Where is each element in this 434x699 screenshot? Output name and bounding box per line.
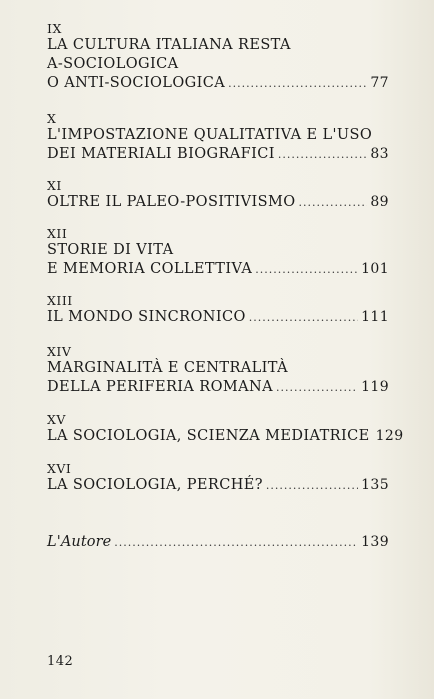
toc-entry-xiv <box>47 345 389 397</box>
chapter-title-leader-line <box>47 378 389 397</box>
page-number: 89 <box>370 194 389 210</box>
chapter-numeral: IX <box>47 21 62 36</box>
author-label: L'Autore <box>47 534 112 550</box>
chapter-title-line: MARGINALITÀ E CENTRALITÀ <box>47 360 288 376</box>
page-number: 139 <box>361 534 389 550</box>
chapter-numeral: XV <box>47 412 66 427</box>
dot-leader <box>255 260 358 279</box>
chapter-numeral: XIV <box>47 344 72 359</box>
chapter-title-leader-line <box>47 260 389 279</box>
chapter-title-leader-line <box>47 74 389 93</box>
page-number: 83 <box>370 146 389 162</box>
chapter-title-line: O ANTI-SOCIOLOGICA <box>47 75 226 91</box>
dot-leader <box>266 476 358 495</box>
chapter-title-line: A-SOCIOLOGICA <box>47 56 179 72</box>
dot-leader <box>278 145 368 164</box>
page-number: 135 <box>361 477 389 493</box>
chapter-numeral: XII <box>47 226 68 241</box>
chapter-numeral: XIII <box>47 293 73 308</box>
chapter-numeral: XVI <box>47 461 72 476</box>
chapter-title-line: IL MONDO SINCRONICO <box>47 309 246 325</box>
chapter-title-leader-line <box>47 427 404 446</box>
author-leader-line <box>47 533 389 552</box>
toc-entry-xii <box>47 227 389 279</box>
chapter-title-leader-line <box>47 308 389 327</box>
dot-leader <box>228 74 367 93</box>
dot-leader <box>298 193 367 212</box>
dot-leader <box>249 308 358 327</box>
toc-entry-xiii <box>47 294 389 327</box>
chapter-numeral: XI <box>47 178 62 193</box>
chapter-title-leader-line <box>47 476 389 495</box>
page-number: 129 <box>375 428 404 444</box>
chapter-title-leader-line <box>47 193 389 212</box>
chapter-title-line: DELLA PERIFERIA ROMANA <box>47 379 273 395</box>
dot-leader <box>276 378 358 397</box>
toc-entry-xv <box>47 412 404 446</box>
page-number: 111 <box>361 309 389 325</box>
toc-entry-x <box>47 112 389 164</box>
chapter-title-line: L'IMPOSTAZIONE QUALITATIVA E L'USO <box>47 127 373 143</box>
chapter-numeral: X <box>47 111 57 126</box>
toc-entry-author <box>47 533 389 552</box>
chapter-title-line: LA SOCIOLOGIA, PERCHÉ? <box>47 477 263 493</box>
toc-entry-xi <box>47 179 389 212</box>
chapter-title-line: LA SOCIOLOGIA, SCIENZA MEDIATRICE <box>47 428 370 444</box>
page-number: 77 <box>370 75 389 91</box>
chapter-title-line: DEI MATERIALI BIOGRAFICI <box>47 146 275 162</box>
page-folio: 142 <box>47 654 74 669</box>
toc-entry-xvi <box>47 462 389 495</box>
dot-leader <box>114 533 358 552</box>
page-number: 119 <box>361 379 389 395</box>
chapter-title-line: STORIE DI VITA <box>47 242 174 258</box>
page-number: 101 <box>361 261 389 277</box>
chapter-title-leader-line <box>47 145 389 164</box>
chapter-title-line: LA CULTURA ITALIANA RESTA <box>47 37 291 53</box>
chapter-title-line: E MEMORIA COLLETTIVA <box>47 261 253 277</box>
toc-entry-ix <box>47 22 389 93</box>
chapter-title-line: OLTRE IL PALEO-POSITIVISMO <box>47 194 296 210</box>
